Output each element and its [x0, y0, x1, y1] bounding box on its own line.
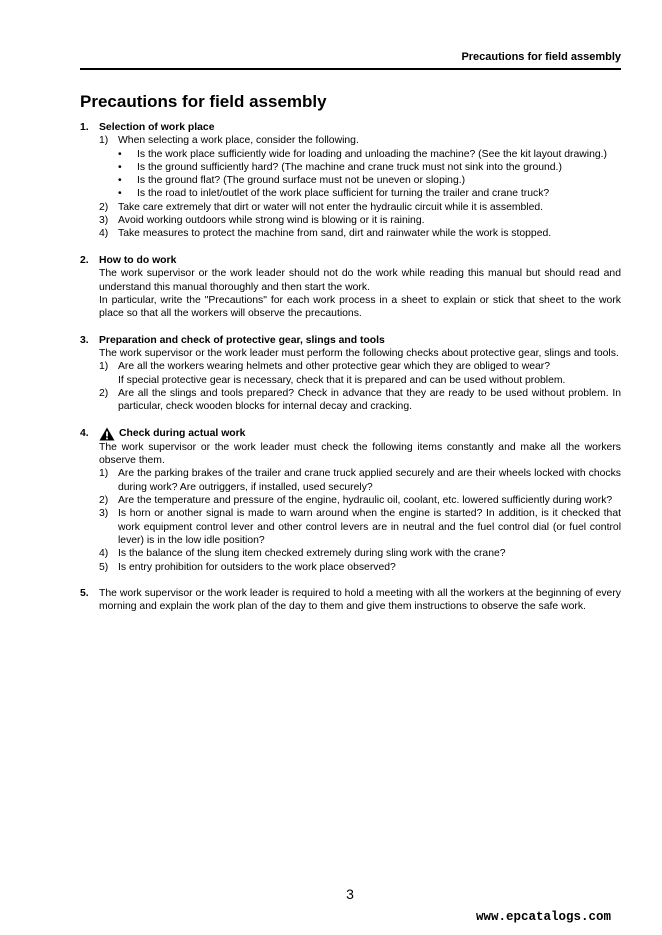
item-number: 4): [99, 228, 109, 240]
bullet-icon: •: [118, 175, 122, 187]
section-title: Selection of work place: [99, 122, 215, 133]
item-number: 1): [99, 361, 109, 373]
list-item: [99, 494, 621, 507]
page-title: Precautions for field assembly: [80, 92, 327, 111]
running-header: Precautions for field assembly: [461, 51, 621, 63]
paragraph: The work supervisor or the work leader should not do the work while reading this manual but should read and understand this manual thoroughly and then start the work.: [99, 268, 621, 293]
list-item: [99, 360, 621, 387]
bullet-item: [118, 148, 621, 161]
item-number: 2): [99, 495, 109, 507]
list-item: [99, 547, 621, 560]
section-title-row: [99, 427, 621, 441]
list-item: [99, 387, 621, 414]
section-number: 3.: [80, 334, 89, 346]
item-number: 1): [99, 135, 109, 147]
section-5: [80, 587, 621, 614]
item-text: Are all the slings and tools prepared? Check in advance that they are ready to be used without problem. In particular, check wooden blocks for internal decay and cracking.: [118, 387, 621, 413]
item-number: 2): [99, 387, 109, 399]
list-item: [99, 134, 621, 200]
bullet-text: Is the work place sufficiently wide for loading and unloading the machine? (See the kit layout drawing.): [137, 148, 607, 160]
section-title: How to do work: [99, 254, 177, 266]
item-text: Take care extremely that dirt or water will not enter the hydraulic circuit while it is assembled.: [118, 201, 544, 213]
item-text: Take measures to protect the machine from sand, dirt and rainwater while the work is stopped.: [118, 228, 552, 240]
item-number: 1): [99, 468, 109, 480]
paragraph: The work supervisor or the work leader is required to hold a meeting with all the workers at the beginning of every morning and explain the work plan of the day to them and give them instructions to observe the safe work.: [99, 588, 621, 613]
item-text: When selecting a work place, consider the following.: [118, 135, 359, 147]
section-intro: The work supervisor or the work leader must perform the following checks about protective gear, slings and tools.: [99, 348, 619, 360]
bullet-icon: •: [118, 148, 122, 160]
section-intro: The work supervisor or the work leader must check the following items constantly and make all the workers observe them.: [99, 441, 621, 467]
bullet-text: Is the road to inlet/outlet of the work place sufficient for turning the trailer and crane truck?: [137, 188, 550, 200]
bullet-item: [118, 161, 621, 174]
section-4: [80, 427, 621, 574]
list-item: [99, 201, 621, 214]
bullet-item: [118, 174, 621, 187]
item-number: 5): [99, 561, 109, 573]
list-item: [99, 507, 621, 547]
paragraph: In particular, write the "Precautions" for each work process in a sheet to explain or stick that sheet to the work place so that all the workers will observe the precautions.: [99, 294, 621, 320]
warning-icon: [99, 427, 115, 441]
body-content: [80, 121, 621, 627]
bullet-text: Is the ground sufficiently hard? (The machine and crane truck must not sink into the ground.): [137, 161, 562, 173]
bullet-text: Is the ground flat? (The ground surface must not be uneven or sloping.): [137, 175, 466, 187]
section-number: 1.: [80, 122, 89, 133]
bullet-icon: •: [118, 161, 122, 173]
item-text: Are the temperature and pressure of the engine, hydraulic oil, coolant, etc. lowered sufficiently during work?: [118, 495, 613, 507]
list-item: [99, 467, 621, 494]
footer-watermark-url: www.epcatalogs.com: [475, 910, 611, 924]
item-text: Is the balance of the slung item checked extremely during sling work with the crane?: [118, 548, 506, 560]
bullet-item: [118, 187, 621, 200]
item-number: 2): [99, 201, 109, 213]
header-rule: [80, 68, 621, 70]
section-3: [80, 334, 621, 414]
item-text: Is entry prohibition for outsiders to the work place observed?: [118, 561, 396, 573]
section-number: 5.: [80, 588, 89, 600]
section-1: [80, 121, 621, 241]
item-number: 4): [99, 548, 109, 560]
bullet-icon: •: [118, 188, 122, 200]
item-text: Avoid working outdoors while strong wind is blowing or it is raining.: [118, 215, 425, 227]
item-text: If special protective gear is necessary, check that it is prepared and can be used without problem.: [118, 374, 566, 386]
item-text: Are all the workers wearing helmets and other protective gear which they are obliged to wear?: [118, 361, 551, 373]
page-number: 3: [346, 886, 354, 902]
item-number: 3): [99, 508, 109, 520]
list-item: [99, 227, 621, 240]
list-item: [99, 214, 621, 227]
section-title: Check during actual work: [119, 428, 246, 440]
section-number: 2.: [80, 254, 89, 266]
section-2: [80, 254, 621, 320]
item-number: 3): [99, 215, 109, 227]
item-text: Are the parking brakes of the trailer and crane truck applied securely and are their wheels locked with chocks during work? Are outriggers, if installed, used securely?: [118, 468, 621, 493]
section-title: Preparation and check of protective gear, slings and tools: [99, 334, 385, 346]
item-text: Is horn or another signal is made to warn around when the engine is started? In addition, is it checked that work equipment control lever and other control levers are in neutral and the fuel control dial (or fuel control lever) is in the low idle position?: [118, 508, 621, 546]
list-item: [99, 561, 621, 574]
section-number: 4.: [80, 427, 89, 439]
